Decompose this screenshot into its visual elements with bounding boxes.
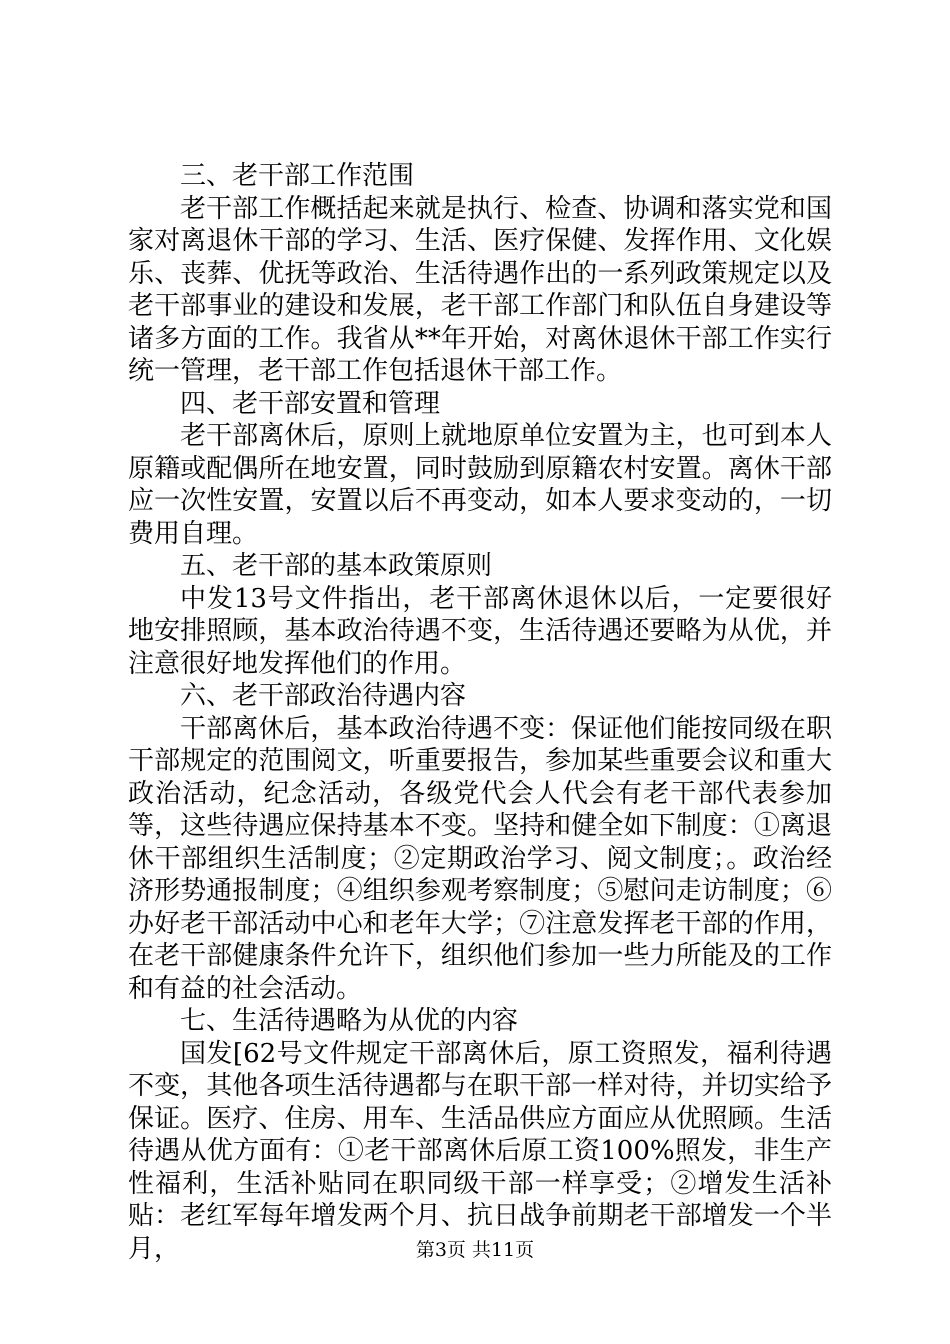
paragraph-6: 干部离休后，基本政治待遇不变：保证他们能按同级在职干部规定的范围阅文，听重要报告，参加某些重要会议和重大政治活动，纪念活动，各级党代会人代会有老干部代表参加等，这些待遇应保持基本不变。坚持和健全如下制度：①离退休干部组织生活制度；②定期政治学习、阅文制度；。政治经济形势通报制度；④组织参观考察制度；⑤慰问走访制度；⑥办好老干部活动中心和老年大学；⑦注意发挥老干部的作用，在老干部健康条件允许下，组织他们参加一些力所能及的工作和有益的社会活动。 (128, 713, 832, 1004)
section-heading-7: 七、生活待遇略为从优的内容 (180, 1006, 519, 1036)
paragraph-4: 老干部离休后，原则上就地原单位安置为主，也可到本人原籍或配偶所在地安置，同时鼓励到原籍农村安置。离休干部应一次性安置，安置以后不再变动，如本人要求变动的，一切费用自理。 (128, 421, 832, 549)
section-heading-6: 六、老干部政治待遇内容 (180, 681, 467, 711)
paragraph-3: 老干部工作概括起来就是执行、检查、协调和落实党和国家对离退休干部的学习、生活、医疗保健、发挥作用、文化娱乐、丧葬、优抚等政治、生活待遇作出的一系列政策规定以及老干部事业的建设和发展，老干部工作部门和队伍自身建设等诸多方面的工作。我省从**年开始，对离休退休干部工作实行统一管理，老干部工作包括退休干部工作。 (128, 193, 832, 386)
section-heading-3: 三、老干部工作范围 (180, 161, 415, 191)
page-number-label: 第3页 共11页 (415, 1239, 535, 1261)
page-footer (0, 1238, 950, 1262)
section-heading-5: 五、老干部的基本政策原则 (180, 551, 493, 581)
document-body (128, 160, 832, 1265)
paragraph-7: 国发[62号文件规定干部离休后，原工资照发，福利待遇不变，其他各项生活待遇都与在职干部一样对待，并切实给予保证。医疗、住房、用车、生活品供应方面应从优照顾。生活待遇从优方面有：①老干部离休后原工资100%照发，非生产性福利，生活补贴同在职同级干部一样享受；②增发生活补贴：老红军每年增发两个月、抗日战争前期老干部增发一个半月， (128, 1038, 832, 1264)
section-heading-4: 四、老干部安置和管理 (180, 388, 441, 419)
paragraph-5: 中发13号文件指出，老干部离休退休以后，一定要很好地安排照顾，基本政治待遇不变，生活待遇还要略为从优，并注意很好地发挥他们的作用。 (128, 583, 832, 679)
